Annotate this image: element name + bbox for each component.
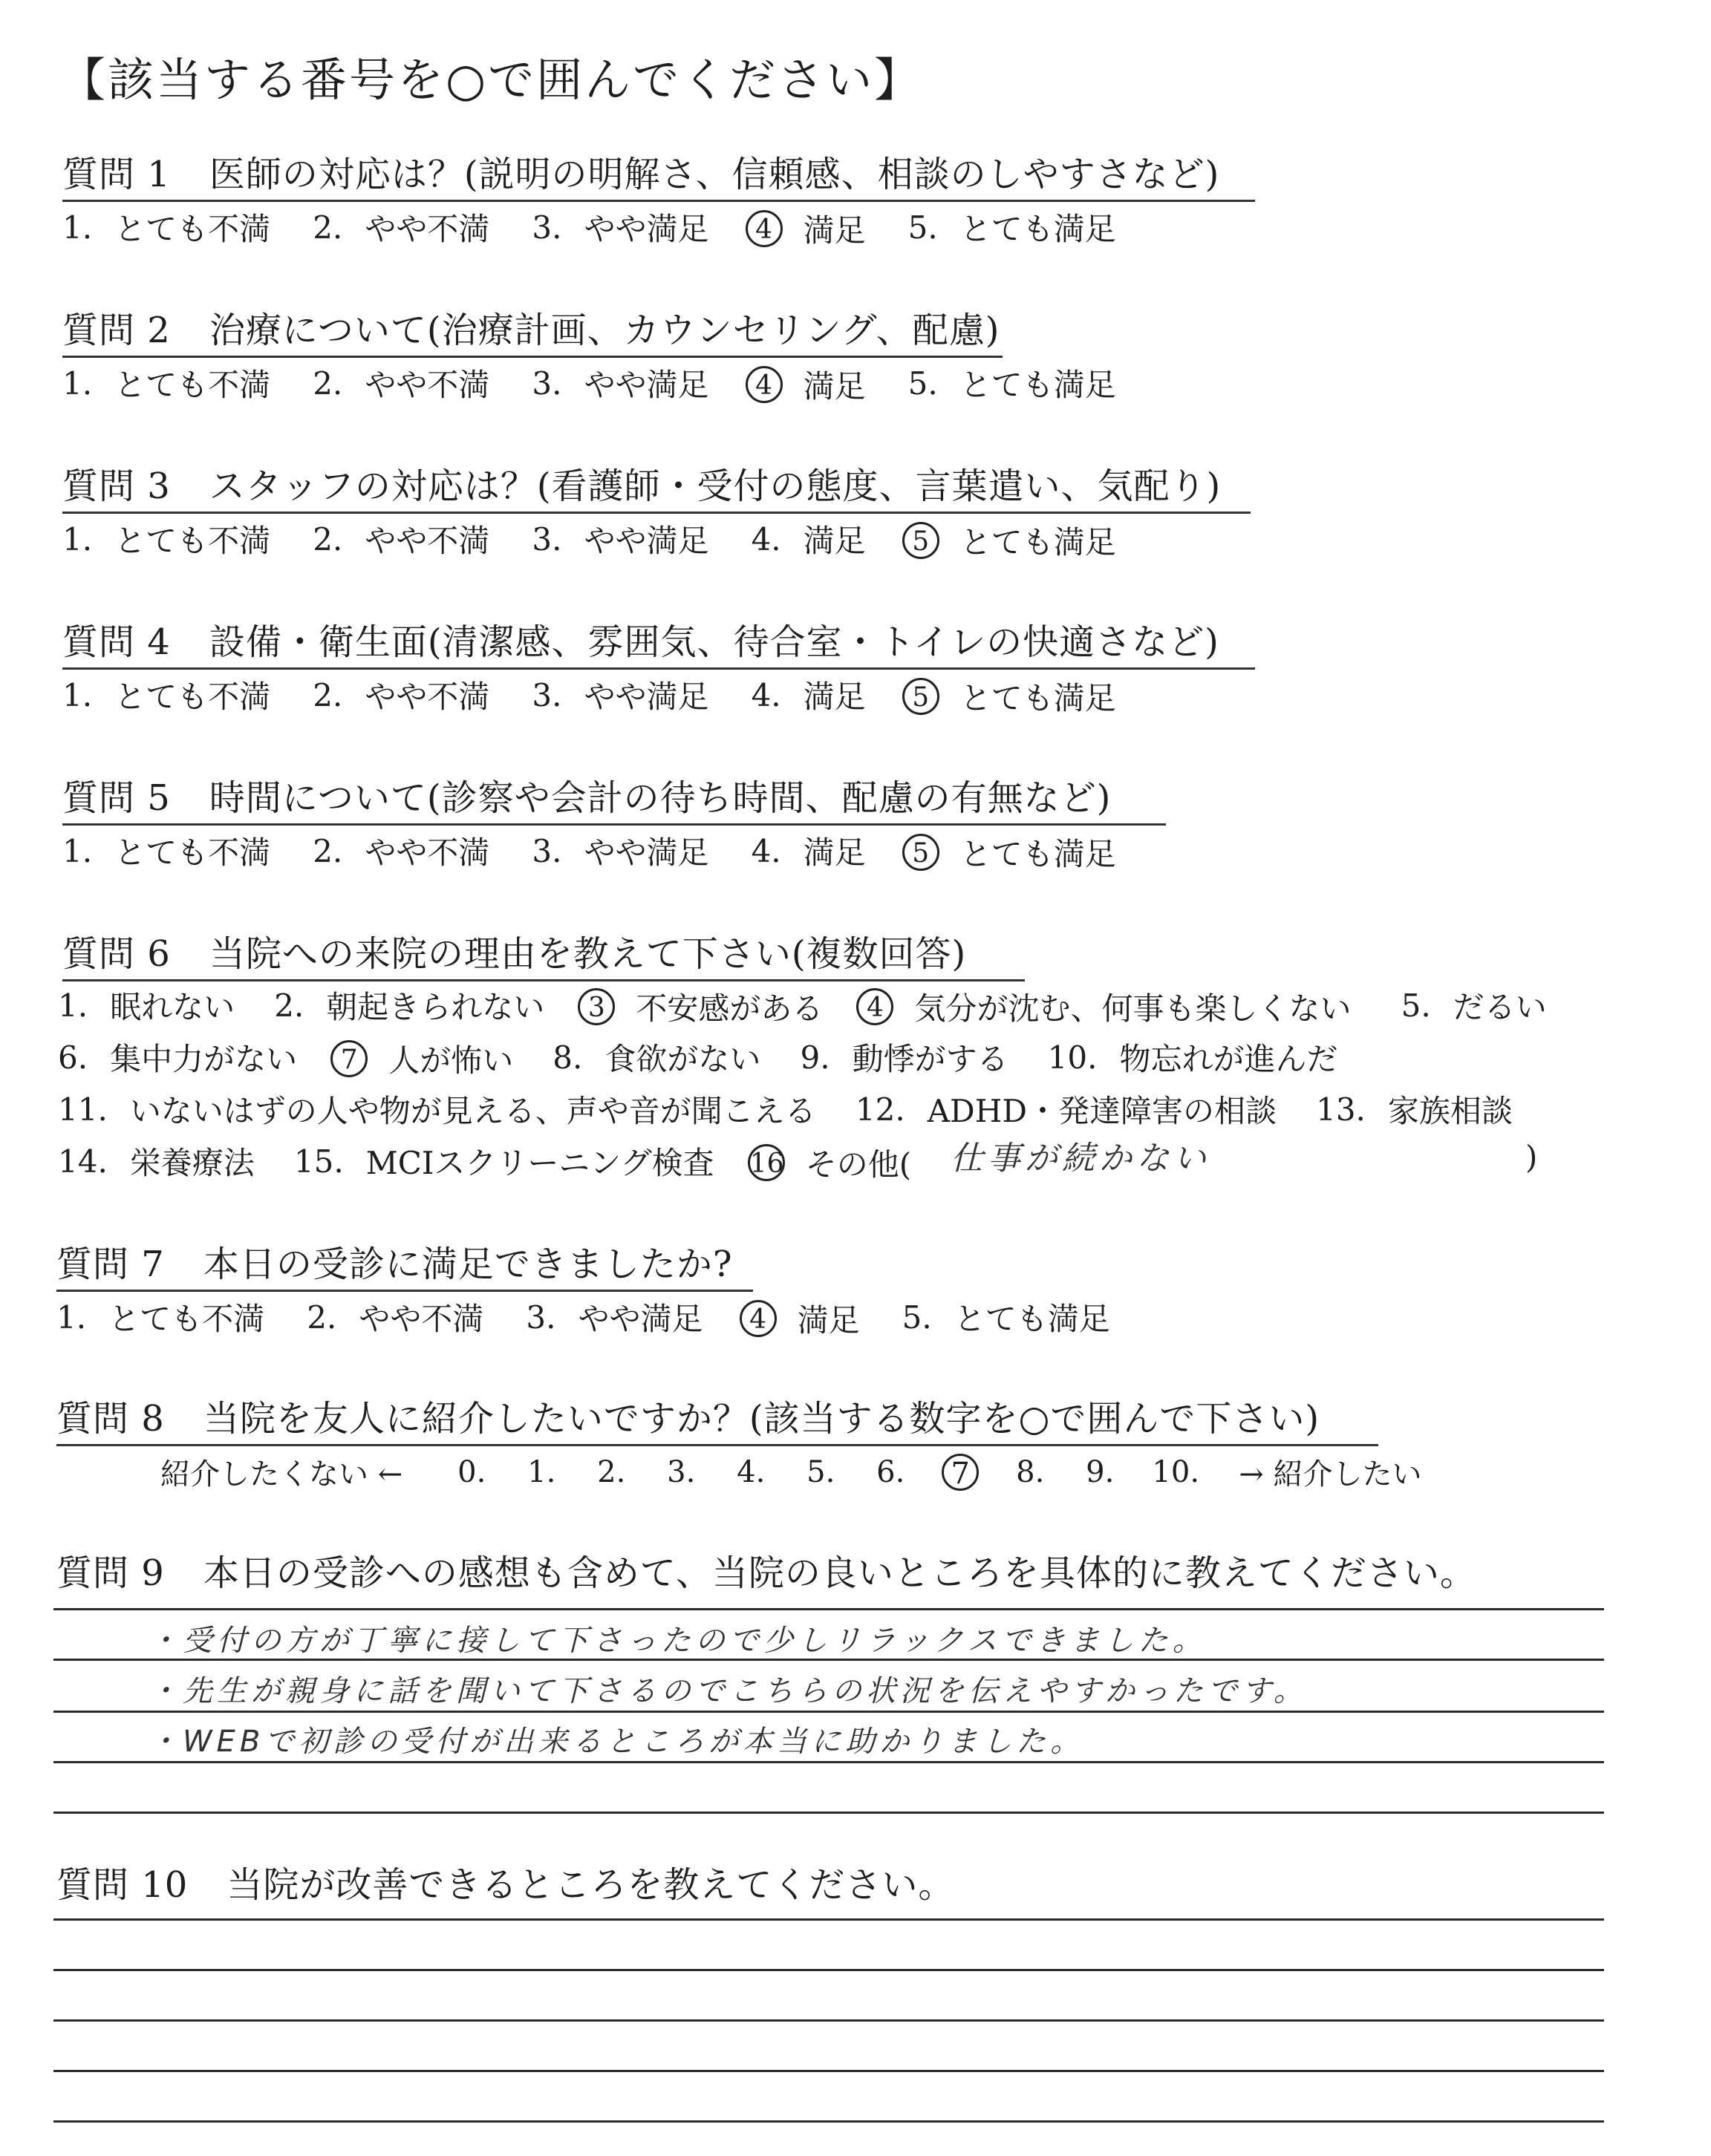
selection-circle: 5 <box>902 678 939 715</box>
reason-12[interactable] <box>856 1087 1277 1131</box>
option-label: 栄養療法 <box>129 1145 255 1181</box>
option-label: 満足 <box>803 679 866 715</box>
option-label: やや不満 <box>359 1301 484 1337</box>
answer-line <box>53 1969 1604 1971</box>
question-number: 質問 9 <box>56 1552 165 1594</box>
option-label: やや満足 <box>584 211 709 247</box>
option-1[interactable]: 1. とても不満 <box>62 673 270 717</box>
option-label: だるい <box>1453 989 1547 1025</box>
option-1[interactable]: 1. とても不満 <box>62 517 270 561</box>
selection-circle: 4 <box>856 988 893 1025</box>
question-1-title <box>62 146 1255 202</box>
reason-15[interactable] <box>294 1139 714 1183</box>
question-3-title <box>62 457 1251 514</box>
option-number: 15. <box>293 1143 344 1180</box>
answer-line <box>53 2019 1604 2022</box>
question-4-options <box>62 673 1116 719</box>
selection-circle: 5 <box>902 834 939 871</box>
option-label: 満足 <box>803 834 866 871</box>
option-5[interactable]: 5. とても満足 <box>908 205 1116 249</box>
question-6-row-1 <box>58 983 1547 1029</box>
answer-text-2[interactable]: ・先生が親身に話を聞いて下さるのでこちらの状況を伝えやすかったです。 <box>149 1674 1308 1708</box>
question-text: 治療について(治療計画、カウンセリング、配慮) <box>209 310 1000 351</box>
reason-2[interactable] <box>274 983 544 1028</box>
option-4-selected[interactable] <box>746 1296 860 1341</box>
option-label: やや不満 <box>365 523 490 559</box>
question-9-title <box>56 1544 1476 1598</box>
option-4-selected[interactable] <box>752 362 866 407</box>
option-4[interactable]: 4. 満足 <box>752 517 866 561</box>
option-2[interactable]: 2. やや不満 <box>313 205 489 249</box>
option-label: やや不満 <box>365 367 490 403</box>
option-4[interactable]: 4. 満足 <box>752 829 866 873</box>
option-label: 家族相談 <box>1387 1093 1513 1129</box>
option-4-selected[interactable] <box>752 206 866 251</box>
option-label: MCIスクリーニング検査 <box>365 1145 714 1181</box>
scale-3[interactable]: 3. <box>667 1454 696 1489</box>
option-3[interactable]: 3. やや満足 <box>532 517 708 561</box>
question-number: 質問 3 <box>62 466 171 507</box>
option-label: 不安感がある <box>636 990 824 1027</box>
option-number: 2. <box>274 987 304 1024</box>
option-label: やや満足 <box>584 679 709 715</box>
option-label: やや不満 <box>365 679 490 715</box>
reason-10[interactable] <box>1048 1035 1338 1079</box>
option-3[interactable]: 3. やや満足 <box>532 829 708 873</box>
option-number: 12. <box>855 1091 905 1128</box>
question-2-title <box>62 301 1003 358</box>
option-1[interactable]: 1. とても不満 <box>62 205 270 249</box>
option-label: 満足 <box>797 1301 860 1339</box>
option-4[interactable]: 4. 満足 <box>752 673 866 717</box>
reason-3-selected[interactable] <box>584 984 823 1029</box>
reason-5[interactable] <box>1401 983 1547 1028</box>
option-5[interactable]: 5. とても満足 <box>902 1295 1110 1339</box>
reason-14[interactable] <box>58 1139 255 1183</box>
scale-6[interactable]: 6. <box>876 1454 905 1489</box>
question-text: 本日の受診への感想も含めて、当院の良いところを具体的に教えてください。 <box>203 1552 1476 1594</box>
option-label: 満足 <box>803 212 866 249</box>
reason-8[interactable] <box>553 1035 760 1079</box>
option-label: 眠れない <box>110 989 235 1025</box>
scale-7-selected[interactable] <box>925 1454 995 1491</box>
question-text: 当院を友人に紹介したいですか？(該当する数字を○で囲んで下さい) <box>203 1398 1320 1440</box>
question-4-title <box>62 613 1255 670</box>
reason-1[interactable] <box>58 983 235 1028</box>
question-3-options <box>62 517 1116 563</box>
question-number: 質問 1 <box>62 154 171 195</box>
option-label: とても不満 <box>114 211 271 247</box>
question-6-title <box>62 925 1025 981</box>
question-text: 時間について(診察や会計の待ち時間、配慮の有無など) <box>209 777 1112 819</box>
option-label: とても不満 <box>108 1301 265 1337</box>
option-label: とても満足 <box>959 211 1116 247</box>
scale-high-label: → 紹介したい <box>1239 1457 1422 1492</box>
option-label: その他( <box>805 1146 912 1183</box>
option-number: 10. <box>1047 1039 1098 1076</box>
option-label: やや満足 <box>578 1301 703 1337</box>
selection-circle: 4 <box>746 210 783 247</box>
option-2[interactable]: 2. やや不満 <box>313 829 489 873</box>
selection-circle: 7 <box>330 1040 368 1077</box>
question-number: 質問 8 <box>56 1398 165 1440</box>
option-label: 動悸がする <box>852 1041 1008 1077</box>
question-text: スタッフの対応は？(看護師・受付の態度、言葉遣い、気配り) <box>209 466 1222 507</box>
option-label: とても満足 <box>959 523 1116 561</box>
scale-8[interactable]: 8. <box>1016 1454 1045 1489</box>
option-label: とても満足 <box>959 679 1116 716</box>
option-3[interactable]: 3. やや満足 <box>532 673 708 717</box>
question-10-title <box>56 1856 954 1910</box>
question-8-scale <box>160 1451 1421 1493</box>
option-label: 気分が沈む、何事も楽しくない <box>914 990 1352 1027</box>
option-label: やや不満 <box>365 211 490 247</box>
question-8-title <box>56 1390 1378 1446</box>
selection-circle: 16 <box>748 1144 785 1181</box>
answer-text-1[interactable]: ・受付の方が丁寧に接して下さったので少しリラックスできました。 <box>149 1624 1207 1658</box>
question-6-row-3 <box>58 1087 1513 1131</box>
option-label: とても不満 <box>114 679 271 715</box>
scale-low-label: 紹介したくない ← <box>160 1457 403 1492</box>
option-label: とても不満 <box>114 523 271 559</box>
option-label: とても不満 <box>114 834 271 871</box>
question-text: 本日の受診に満足できましたか? <box>203 1244 733 1285</box>
option-5[interactable]: 5. とても満足 <box>908 361 1116 405</box>
option-label: やや満足 <box>584 367 709 403</box>
question-1-options <box>62 205 1116 251</box>
option-label: 食欲がない <box>604 1041 761 1077</box>
option-label: とても不満 <box>114 367 271 403</box>
option-3[interactable]: 3. やや満足 <box>526 1295 703 1339</box>
selection-circle: 7 <box>942 1454 979 1491</box>
option-1[interactable]: 1. とても不満 <box>62 829 270 873</box>
selection-circle: 4 <box>740 1300 777 1337</box>
question-number: 質問 7 <box>56 1244 165 1285</box>
reason-16-selected[interactable] <box>749 1140 912 1185</box>
option-2[interactable]: 2. やや不満 <box>313 517 489 561</box>
option-3[interactable]: 3. やや満足 <box>532 205 708 249</box>
question-6-row-4 <box>58 1139 911 1185</box>
option-number: 13. <box>1316 1091 1366 1128</box>
scale-1[interactable]: 1. <box>527 1454 556 1489</box>
question-text: 当院が改善できるところを教えてください。 <box>226 1864 955 1906</box>
option-2[interactable]: 2. やや不満 <box>307 1295 483 1339</box>
option-number: 14. <box>58 1143 108 1180</box>
answer-line <box>53 2070 1604 2072</box>
question-7-options <box>56 1295 1110 1341</box>
answer-line <box>53 1761 1604 1763</box>
option-label: 集中力がない <box>110 1041 298 1077</box>
option-number: 5. <box>1401 987 1431 1024</box>
question-number: 質問 2 <box>62 310 171 351</box>
answer-line <box>53 2120 1604 2123</box>
option-3[interactable]: 3. やや満足 <box>532 361 708 405</box>
option-5-selected[interactable] <box>908 674 1116 719</box>
answer-line <box>53 1812 1604 1814</box>
question-text: 医師の対応は？(説明の明解さ、信頼感、相談のしやすさなど) <box>209 154 1220 195</box>
scale-5[interactable]: 5. <box>806 1454 835 1489</box>
answer-line <box>53 1918 1604 1921</box>
other-reason-handwritten[interactable]: 仕事が続かない <box>951 1140 1210 1177</box>
option-label: いないはずの人や物が見える、声や音が聞こえる <box>129 1093 816 1129</box>
option-1[interactable]: 1. とても不満 <box>62 361 270 405</box>
selection-circle: 4 <box>746 366 783 403</box>
reason-13[interactable] <box>1316 1087 1513 1131</box>
question-text: 当院への来院の理由を教えて下さい(複数回答) <box>209 933 967 975</box>
option-label: 朝起きられない <box>326 989 545 1025</box>
reason-4-selected[interactable] <box>862 984 1351 1029</box>
question-text: 設備・衛生面(清潔感、雰囲気、待合室・トイレの快適さなど) <box>209 621 1219 663</box>
reason-11[interactable] <box>58 1087 816 1131</box>
reason-9[interactable] <box>800 1035 1008 1079</box>
answer-line <box>53 1608 1604 1610</box>
option-number: 1. <box>58 987 88 1024</box>
reason-6[interactable] <box>58 1035 297 1079</box>
question-number: 質問 10 <box>56 1864 189 1906</box>
scale-10[interactable]: 10. <box>1152 1454 1200 1489</box>
option-5-selected[interactable] <box>908 518 1116 563</box>
scale-9[interactable]: 9. <box>1086 1454 1115 1489</box>
selection-circle: 5 <box>902 522 939 559</box>
option-label: とても満足 <box>959 835 1116 872</box>
option-2[interactable]: 2. やや不満 <box>313 673 489 717</box>
answer-text-3[interactable]: ・WEBで初診の受付が出来るところが本当に助かりました。 <box>149 1725 1085 1759</box>
scale-4[interactable]: 4. <box>737 1454 766 1489</box>
option-number: 9. <box>800 1039 830 1076</box>
option-label: 満足 <box>803 523 866 559</box>
option-label: とても満足 <box>954 1301 1110 1337</box>
option-1[interactable]: 1. とても不満 <box>56 1295 264 1339</box>
question-2-options <box>62 361 1116 407</box>
question-number: 質問 6 <box>62 933 171 975</box>
question-5-options <box>62 829 1116 875</box>
scale-0[interactable]: 0. <box>457 1454 486 1489</box>
question-5-title <box>62 769 1166 826</box>
reason-7-selected[interactable] <box>336 1036 513 1081</box>
option-label: ADHD・発達障害の相談 <box>927 1093 1277 1129</box>
close-paren: ) <box>1525 1139 1538 1175</box>
option-label: やや満足 <box>584 834 709 871</box>
option-number: 6. <box>58 1039 88 1076</box>
selection-circle: 3 <box>578 988 615 1025</box>
question-number: 質問 4 <box>62 621 171 663</box>
option-label: 満足 <box>803 368 866 405</box>
scale-2[interactable]: 2. <box>597 1454 626 1489</box>
option-label: やや不満 <box>365 834 490 871</box>
page-heading: 【該当する番号を○で囲んでください】 <box>59 53 923 107</box>
answer-line <box>53 1711 1604 1713</box>
option-label: とても満足 <box>959 367 1116 403</box>
option-label: やや満足 <box>584 523 709 559</box>
option-number: 8. <box>553 1039 583 1076</box>
option-2[interactable]: 2. やや不満 <box>313 361 489 405</box>
option-5-selected[interactable] <box>908 830 1116 875</box>
question-6-row-2 <box>58 1035 1337 1081</box>
option-label: 人が怖い <box>388 1042 514 1079</box>
question-number: 質問 5 <box>62 777 171 819</box>
option-label: 物忘れが進んだ <box>1119 1041 1338 1077</box>
option-number: 11. <box>58 1091 108 1128</box>
question-7-title <box>56 1235 753 1292</box>
